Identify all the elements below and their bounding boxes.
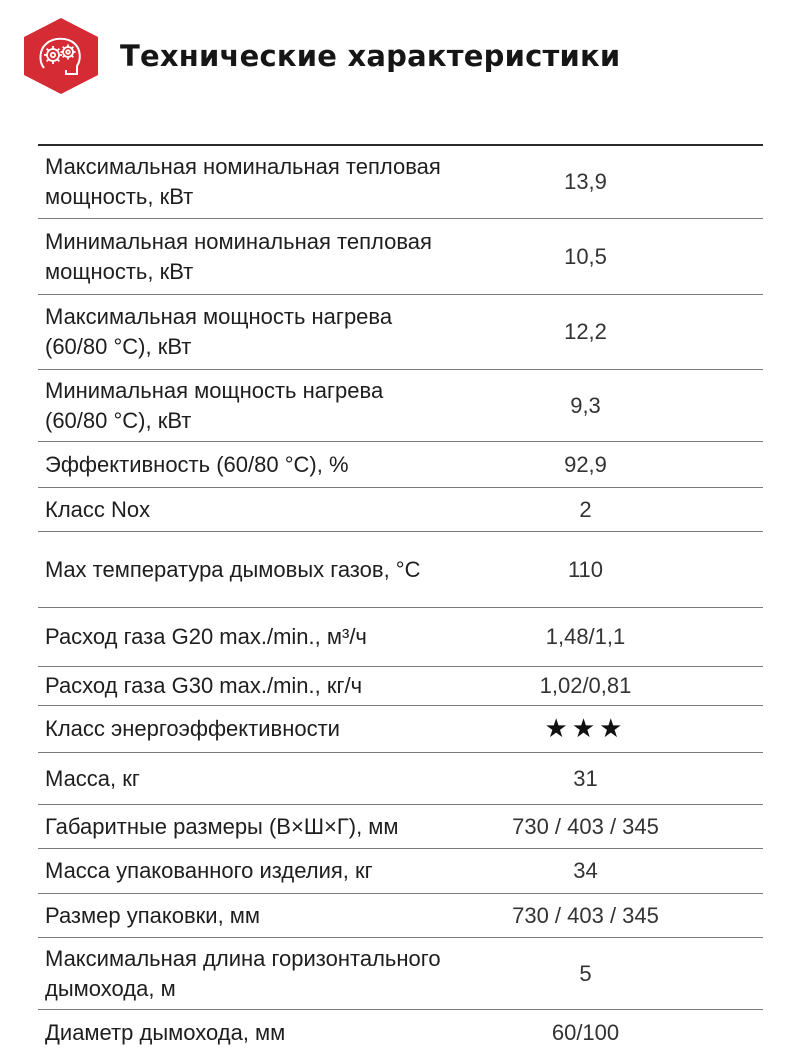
spec-value: 2: [579, 496, 592, 522]
spec-value: 60/100: [551, 1020, 620, 1045]
spec-row: [38, 805, 763, 849]
spec-row: [38, 667, 763, 706]
spec-row: [38, 608, 763, 667]
spec-label: Расход газа G20 max./min., м³/ч: [45, 624, 367, 649]
gears-in-head-icon: [22, 16, 100, 96]
spec-value: 5: [579, 960, 592, 986]
spec-label: Класс энергоэффективности: [45, 716, 340, 741]
spec-row: [38, 706, 763, 753]
spec-label: Max температура дымовых газов, °С: [45, 556, 421, 582]
page-title: Технические характеристики: [120, 39, 621, 73]
spec-row: [38, 753, 763, 805]
spec-value: 92,9: [564, 451, 607, 477]
spec-row: [38, 442, 763, 488]
spec-row: [38, 295, 763, 370]
spec-row: [38, 488, 763, 532]
spec-row: [38, 532, 763, 608]
spec-value: 1,48/1,1: [545, 624, 626, 649]
spec-label: Минимальная мощность нагрева (60/80 °С), кВт: [45, 377, 384, 433]
spec-label: Максимальная номинальная тепловая мощность, кВт: [45, 154, 441, 209]
spec-value: 10,5: [564, 243, 607, 269]
spec-row: [38, 370, 763, 442]
spec-row: [38, 894, 763, 938]
spec-value: 730 / 403 / 345: [512, 902, 659, 928]
spec-value: 31: [573, 765, 598, 791]
spec-label: Минимальная номинальная тепловая мощность, кВт: [45, 228, 432, 284]
energy-class-stars: ★★★: [544, 714, 627, 744]
spec-label: Масса упакованного изделия, кг: [45, 858, 373, 883]
spec-row: [38, 938, 763, 1010]
specs-table: [38, 144, 763, 1056]
spec-value: 34: [573, 858, 598, 883]
spec-value: 730 / 403 / 345: [512, 813, 659, 839]
spec-label: Размер упаковки, мм: [45, 902, 261, 928]
spec-label: Класс Nox: [45, 496, 151, 522]
spec-value: 110: [567, 556, 604, 582]
spec-row: [38, 219, 763, 295]
spec-label: Эффективность (60/80 °С), %: [45, 451, 349, 477]
spec-label: Масса, кг: [45, 765, 140, 791]
spec-row: [38, 146, 763, 219]
spec-value: 13,9: [564, 169, 607, 194]
spec-label: Максимальная мощность нагрева (60/80 °С), кВт: [45, 304, 393, 359]
spec-value: 12,2: [564, 319, 607, 344]
spec-row: [38, 1010, 763, 1056]
spec-label: Расход газа G30 max./min., кг/ч: [45, 673, 363, 698]
spec-label: Диаметр дымохода, мм: [45, 1020, 286, 1045]
spec-value: 9,3: [570, 392, 601, 418]
spec-label: Максимальная длина горизонтального дымохода, м: [45, 945, 441, 1001]
spec-value: 1,02/0,81: [539, 673, 632, 698]
section-header: [22, 16, 620, 96]
spec-row: [38, 849, 763, 894]
spec-label: Габаритные размеры (В×Ш×Г), мм: [45, 813, 399, 839]
